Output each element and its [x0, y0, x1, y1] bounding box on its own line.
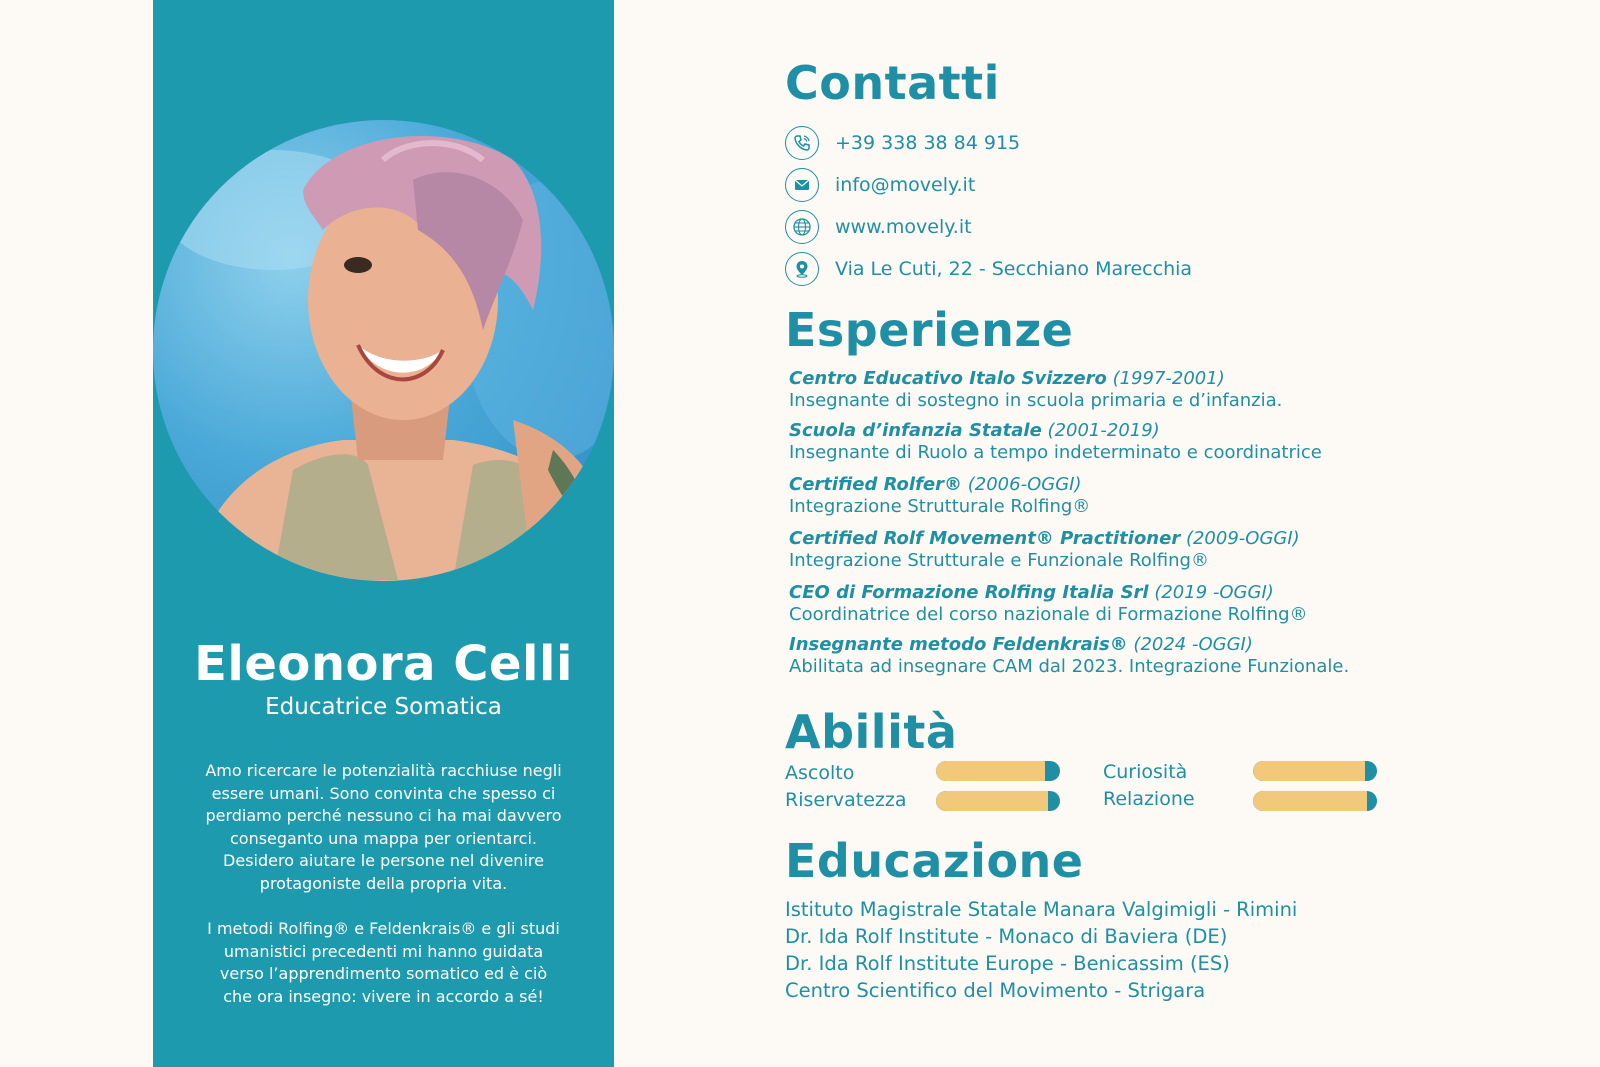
experience-org: Scuola d’infanzia Statale — [789, 420, 1042, 441]
skill-label: Relazione — [1103, 788, 1195, 810]
contact-website-text: www.movely.it — [835, 216, 972, 238]
experience-item — [789, 634, 1349, 678]
profile-name: Eleonora Celli — [194, 636, 573, 692]
experience-desc: Insegnante di sostegno in scuola primaria e d’infanzia. — [789, 390, 1283, 411]
experience-desc: Integrazione Strutturale e Funzionale Rolfing® — [789, 550, 1209, 571]
contact-address[interactable] — [785, 251, 1192, 287]
education-item: Dr. Ida Rolf Institute Europe - Benicassim (ES) — [785, 952, 1230, 975]
experience-desc: Integrazione Strutturale Rolfing® — [789, 496, 1091, 517]
experience-desc: Abilitata ad insegnare CAM dal 2023. Integrazione Funzionale. — [789, 656, 1350, 677]
profile-photo — [153, 120, 614, 581]
profile-sidebar — [153, 0, 614, 1067]
experience-years: (2001-2019) — [1047, 420, 1160, 441]
contact-email-text: info@movely.it — [835, 174, 976, 196]
experience-org: Insegnante metodo Feldenkrais® — [789, 634, 1128, 655]
experience-years: (2006-OGGI) — [967, 474, 1082, 495]
experience-desc: Coordinatrice del corso nazionale di Formazione Rolfing® — [789, 604, 1308, 625]
skill-bar — [936, 791, 1060, 811]
profile-role: Educatrice Somatica — [265, 694, 502, 720]
phone-icon — [785, 126, 819, 160]
experience-item — [789, 474, 1090, 518]
contact-phone-text: +39 338 38 84 915 — [835, 132, 1021, 154]
globe-icon — [785, 210, 819, 244]
experience-org: CEO di Formazione Rolfing Italia Srl — [789, 582, 1149, 603]
location-icon — [785, 252, 819, 286]
skill-bar — [1253, 791, 1377, 811]
contact-address-text: Via Le Cuti, 22 - Secchiano Marecchia — [835, 258, 1193, 280]
experience-item — [789, 420, 1322, 464]
experience-org: Certified Rolf Movement® Practitioner — [789, 528, 1181, 549]
mail-icon — [785, 168, 819, 202]
experience-years: (2009-OGGI) — [1185, 528, 1300, 549]
education-item: Centro Scientifico del Movimento - Strigara — [785, 979, 1206, 1002]
experience-item — [789, 368, 1282, 412]
contact-email[interactable] — [785, 167, 975, 203]
experience-title: Esperienze — [785, 303, 1074, 357]
experience-org: Certified Rolfer® — [789, 474, 963, 495]
experience-years: (1997-2001) — [1112, 368, 1225, 389]
education-item: Istituto Magistrale Statale Manara Valgimigli - Rimini — [785, 898, 1298, 921]
skill-bar — [1253, 761, 1377, 781]
experience-years: (2019 -OGGI) — [1154, 582, 1274, 603]
education-item: Dr. Ida Rolf Institute - Monaco di Baviera (DE) — [785, 925, 1228, 948]
skill-label: Curiosità — [1103, 761, 1188, 783]
experience-item — [789, 528, 1300, 572]
education-title: Educazione — [785, 834, 1084, 888]
experience-org: Centro Educativo Italo Svizzero — [789, 368, 1107, 389]
skill-label: Ascolto — [785, 762, 855, 784]
contact-website[interactable] — [785, 209, 972, 245]
bio-paragraph-1: Amo ricercare le potenzialità racchiuse negli essere umani. Sono convinta che spesso ci perdiamo perché nessuno ci ha mai davvero conseganto una mappa per orientarci. Desidero aiutare le persone nel divenire protagoniste della propria vita. — [205, 761, 562, 893]
bio-paragraph-2: I metodi Rolfing® e Feldenkrais® e gli studi umanistici precedenti mi hanno guidata verso l’apprendimento somatico ed è ciò che ora insegno: vivere in accordo a sé! — [207, 919, 560, 1006]
contacts-title: Contatti — [785, 56, 1000, 110]
experience-years: (2024 -OGGI) — [1133, 634, 1253, 655]
contact-phone[interactable] — [785, 125, 1020, 161]
experience-desc: Insegnante di Ruolo a tempo indeterminato e coordinatrice — [789, 442, 1322, 463]
skill-label: Riservatezza — [785, 789, 907, 811]
skill-bar — [936, 761, 1060, 781]
experience-item — [789, 582, 1308, 626]
skills-title: Abilità — [785, 705, 958, 759]
